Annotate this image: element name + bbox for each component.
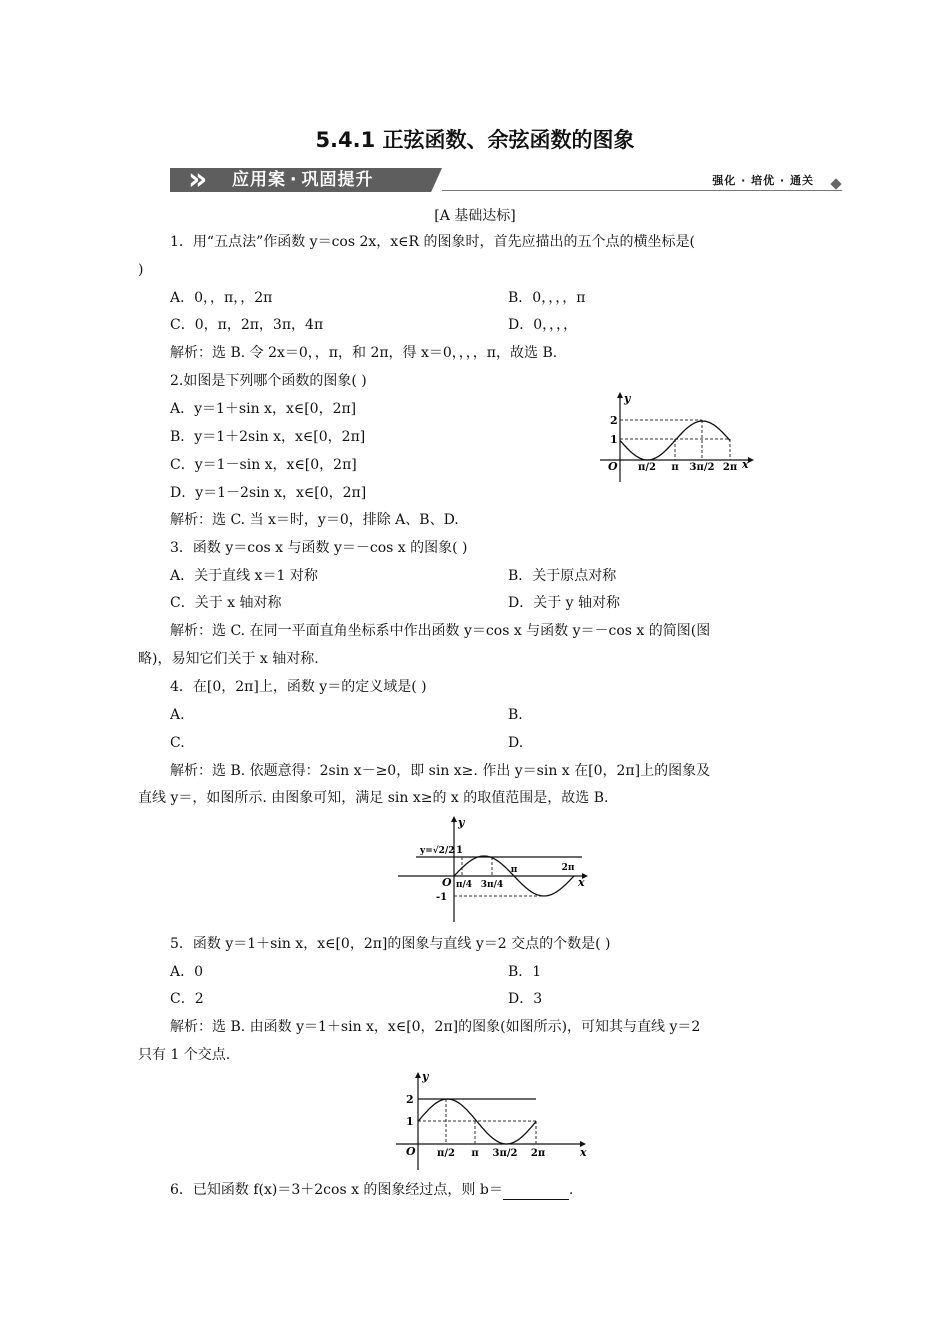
- line-label: y=√2/2: [420, 846, 455, 856]
- origin-label: O: [442, 876, 452, 889]
- q2-option-c: C．y＝1－sin x，x∈[0，2π]: [170, 457, 357, 473]
- q5-option-d: D．3: [508, 991, 543, 1007]
- q3-solution-cont: 略)，易知它们关于 x 轴对称.: [138, 651, 319, 667]
- q1-option-b: B．0，，，，π: [508, 290, 586, 306]
- q4-stem: 4．在[0，2π]上，函数 y＝的定义域是( ): [170, 679, 427, 695]
- q4-option-b: B.: [508, 707, 523, 723]
- q3-option-c: C．关于 x 轴对称: [170, 595, 282, 611]
- graph-q5: [394, 1068, 594, 1172]
- origin-label: O: [608, 460, 618, 473]
- q4-solution-cont: 直线 y＝，如图所示. 由图象可知，满足 sin x≥的 x 的取值范围是，故选 B.: [138, 790, 609, 806]
- q3-option-d: D．关于 y 轴对称: [508, 595, 621, 611]
- banner-rule: [442, 190, 842, 191]
- y-axis-arrow-icon: [415, 1072, 421, 1078]
- q6-answer-blank[interactable]: [503, 1185, 569, 1200]
- x-axis-arrow-icon: [748, 457, 754, 463]
- graph-q2: [596, 390, 756, 486]
- q1-stem-end: ): [138, 262, 144, 278]
- x-axis-label: x: [578, 876, 585, 889]
- y-tick-1: 1: [406, 1115, 414, 1128]
- y-axis-label: y: [458, 816, 465, 829]
- y-axis-arrow-icon: [451, 816, 457, 822]
- q6-stem-text: 6．已知函数 f(x)＝3＋2cos x 的图象经过点，则 b＝: [170, 1182, 503, 1198]
- q5-option-a: A．0: [170, 964, 204, 980]
- x-tick-pi-over-2: π/2: [437, 1148, 455, 1159]
- banner-tagline: 强化 · 培优 · 通关: [712, 174, 814, 187]
- x-tick-2pi: 2π: [561, 863, 575, 873]
- q1-option-a: A．0，，π，，2π: [170, 290, 273, 306]
- x-axis-label: x: [742, 458, 749, 471]
- q6-stem: [170, 1180, 573, 1200]
- q3-stem: 3．函数 y＝cos x 与函数 y＝－cos x 的图象( ): [170, 540, 468, 556]
- section-banner: [170, 162, 842, 197]
- diamond-icon: [830, 178, 841, 189]
- x-tick-2pi: 2π: [530, 1148, 546, 1159]
- y-tick-1: 1: [456, 845, 463, 856]
- x-tick-pi: π: [471, 1148, 479, 1159]
- q4-option-c: C.: [170, 735, 185, 751]
- x-tick-pi-over-2: π/2: [638, 462, 656, 473]
- q2-option-b: B．y＝1＋2sin x，x∈[0，2π]: [170, 429, 366, 445]
- q1-stem: 1．用“五点法”作函数 y＝cos 2x，x∈R 的图象时，首先应描出的五个点的横坐标是(: [170, 234, 695, 250]
- q5-option-c: C．2: [170, 991, 204, 1007]
- x-tick-pi: π: [671, 462, 679, 473]
- x-tick-3pi-over-2: 3π/2: [689, 462, 715, 473]
- q1-solution: 解析：选 B. 令 2x＝0，，π，和 2π，得 x＝0，，，，π，故选 B.: [170, 345, 558, 361]
- q2-option-d: D．y＝1－2sin x，x∈[0，2π]: [170, 485, 367, 501]
- section-header: [A 基础达标]: [434, 208, 516, 224]
- graph-q4: [396, 812, 592, 924]
- page-title: 5.4.1 正弦函数、余弦函数的图象: [315, 128, 635, 152]
- q5-option-b: B．1: [508, 964, 542, 980]
- q5-solution: 解析：选 B. 由函数 y＝1＋sin x，x∈[0，2π]的图象(如图所示)，可知其与直线 y＝2: [170, 1019, 701, 1035]
- x-tick-pi-over-4: π/4: [455, 880, 473, 890]
- y-tick-2: 2: [406, 1093, 414, 1106]
- q3-option-a: A．关于直线 x＝1 对称: [170, 568, 318, 584]
- y-tick-minus-1: -1: [436, 892, 448, 903]
- q5-solution-cont: 只有 1 个交点.: [138, 1047, 231, 1063]
- x-tick-3pi-over-2: 3π/2: [492, 1148, 518, 1159]
- q2-option-a: A．y＝1＋sin x，x∈[0，2π]: [170, 401, 357, 417]
- q3-option-b: B．关于原点对称: [508, 568, 617, 584]
- y-tick-1: 1: [610, 433, 618, 446]
- q1-option-c: C．0，π，2π，3π，4π: [170, 317, 324, 333]
- q2-stem: 2.如图是下列哪个函数的图象( ): [170, 373, 367, 389]
- q3-solution: 解析：选 C. 在同一平面直角坐标系中作出函数 y＝cos x 与函数 y＝－cos x 的简图(图: [170, 623, 711, 639]
- q4-option-a: A.: [170, 707, 185, 723]
- q6-stem-end: .: [568, 1182, 574, 1198]
- y-axis-label: y: [422, 1070, 429, 1083]
- x-tick-2pi: 2π: [722, 462, 738, 473]
- x-tick-3pi-over-4: 3π/4: [480, 880, 504, 890]
- q2-solution: 解析：选 C. 当 x＝时，y＝0，排除 A、B、D.: [170, 512, 459, 528]
- q5-stem: 5．函数 y＝1＋sin x，x∈[0，2π]的图象与直线 y＝2 交点的个数是( ): [170, 936, 611, 952]
- q4-option-d: D.: [508, 735, 524, 751]
- q4-solution: 解析：选 B. 依题意得：2sin x－≥0，即 sin x≥. 作出 y＝sin x 在[0，2π]上的图象及: [170, 763, 711, 779]
- chevron-right-icon: »: [188, 162, 208, 197]
- q1-option-d: D．0，，，，: [508, 317, 578, 333]
- x-tick-pi: π: [510, 865, 518, 875]
- x-axis-label: x: [580, 1146, 587, 1159]
- y-axis-label: y: [624, 392, 631, 405]
- origin-label: O: [406, 1145, 416, 1158]
- y-tick-2: 2: [610, 414, 618, 427]
- y-axis-arrow-icon: [617, 392, 623, 398]
- banner-label: 应用案 · 巩固提升: [232, 170, 374, 190]
